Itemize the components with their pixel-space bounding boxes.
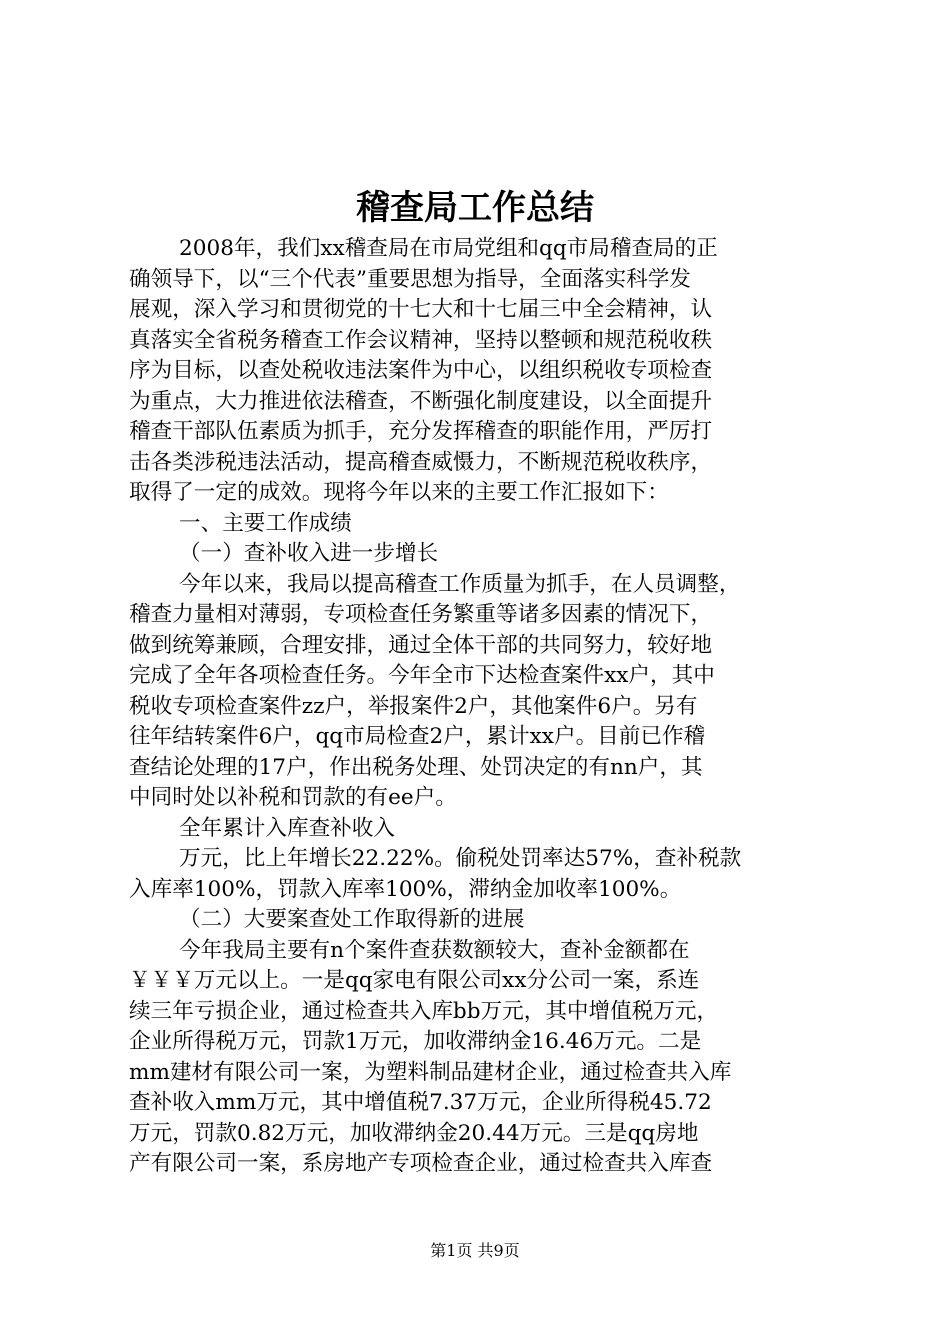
text-line: （一）查补收入进一步增长: [179, 541, 439, 566]
text-line: ￥￥￥万元以上。一是qq家电有限公司xx分公司一案，系连: [129, 968, 700, 993]
text-line: 查补收入mm万元，其中增值税7.37万元，企业所得税45.72: [129, 1090, 712, 1115]
text-line: 2008年，我们xx稽查局在市局党组和qq市局稽查局的正: [179, 236, 718, 261]
text-line: 稽查力量相对薄弱，专项检查任务繁重等诸多因素的情况下，: [129, 602, 713, 627]
text-line: 一、主要工作成绩: [179, 510, 352, 536]
text-line: 全年累计入库查补收入: [179, 815, 395, 841]
text-line: 今年以来，我局以提高稽查工作质量为抓手，在人员调整，: [179, 571, 741, 597]
text-line: 续三年亏损企业，通过检查共入库bb万元，其中增值税万元，: [129, 998, 719, 1024]
page-footer: 第1页 共9页: [430, 1241, 520, 1260]
text-line: 查结论处理的17户，作出税务处理、处罚决定的有nn户，其: [129, 754, 703, 780]
text-line: 做到统筹兼顾，合理安排，通过全体干部的共同努力，较好地: [129, 632, 713, 658]
text-line: 企业所得税万元，罚款1万元，加收滞纳金16.46万元。二是: [129, 1029, 702, 1054]
text-line: 序为目标，以查处税收违法案件为中心，以组织税收专项检查: [129, 358, 713, 383]
text-line: 为重点，大力推进依法稽查，不断强化制度建设，以全面提升: [129, 388, 713, 414]
text-line: （二）大要案查处工作取得新的进展: [179, 907, 525, 932]
text-line: 万元，比上年增长22.22%。偷税处罚率达57%，查补税款: [179, 846, 742, 871]
text-line: 稽查干部队伍素质为抓手，充分发挥稽查的职能作用，严厉打: [129, 419, 713, 444]
text-line: 真落实全省税务稽查工作会议精神，坚持以整顿和规范税收秩: [129, 327, 713, 353]
text-line: 万元，罚款0.82万元，加收滞纳金20.44万元。三是qq房地: [129, 1120, 699, 1146]
text-line: mm建材有限公司一案，为塑料制品建材企业，通过检查共入库: [129, 1059, 732, 1085]
text-line: 确领导下，以“三个代表”重要思想为指导，全面落实科学发: [129, 266, 691, 292]
document-body: [129, 234, 833, 1180]
text-line: 产有限公司一案，系房地产专项检查企业，通过检查共入库查: [129, 1151, 713, 1176]
text-line: 取得了一定的成效。现将今年以来的主要工作汇报如下：: [129, 480, 669, 505]
text-line: 展观，深入学习和贯彻党的十七大和十七届三中全会精神，认: [129, 297, 713, 322]
text-line: 往年结转案件6户，qq市局检查2户，累计xx户。目前已作稽: [129, 724, 706, 749]
text-line: 中同时处以补税和罚款的有ee户。: [129, 785, 457, 810]
text-line: 今年我局主要有n个案件查获数额较大，查补金额都在: [179, 937, 690, 963]
text-line: 完成了全年各项检查任务。今年全市下达检查案件xx户，其中: [129, 663, 715, 688]
document-title: 稽查局工作总结: [356, 188, 594, 228]
text-line: 税收专项检查案件zz户，举报案件2户，其他案件6户。另有: [129, 693, 698, 719]
text-line: 击各类涉税违法活动，提高稽查威慑力，不断规范税收秩序，: [129, 449, 713, 475]
text-line: 入库率100%，罚款入库率100%，滞纳金加收率100%。: [129, 876, 682, 902]
